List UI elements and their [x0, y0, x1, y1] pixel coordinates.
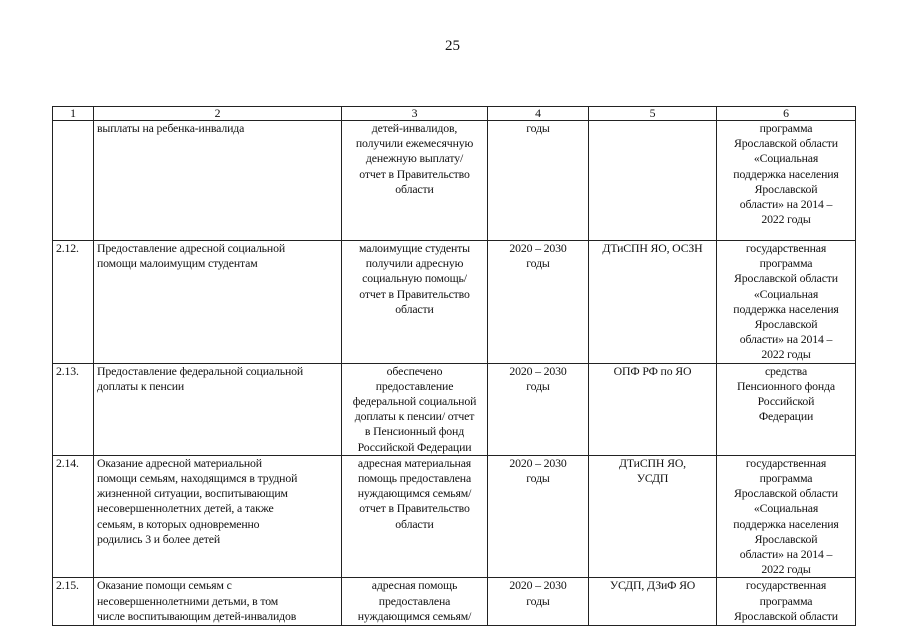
table-row	[53, 241, 856, 364]
header-cell-2: 2	[94, 107, 342, 121]
table-row	[53, 121, 856, 241]
table-row	[53, 455, 856, 578]
expected-result: детей-инвалидов, получили ежемесячную денежную выплату/ отчет в Правительство области	[355, 121, 474, 196]
measure-name: Оказание адресной материальной помощи семьям, находящимся в трудной жизненной ситуации, воспитывающим несовершеннолетних детей, а также семьям, в которых одновременно родились 3 и более детей	[97, 455, 298, 546]
table-row	[53, 363, 856, 455]
row-number: 2.12.	[56, 241, 79, 255]
funding-source: государственная программа Ярославской области «Социальная поддержка населения Ярославской области» на 2014 – 2022 годы	[733, 241, 839, 362]
measure-name: Предоставление адресной социальной помощи малоимущим студентам	[97, 241, 285, 271]
header-cell-1: 1	[53, 107, 94, 121]
row-number: 2.14.	[56, 455, 79, 470]
expected-result: обеспечено предоставление федеральной социальной доплаты к пенсии/ отчет в Пенсионный фонд Российской Федерации	[352, 363, 477, 454]
measure-name: выплаты на ребенка-инвалида	[97, 121, 245, 135]
header-cell-5: 5	[589, 107, 717, 121]
table-header-row	[53, 107, 856, 121]
page-number: 25	[445, 38, 460, 54]
executor: ОПФ РФ по ЯО	[613, 363, 692, 378]
expected-result: адресная материальная помощь предоставлена нуждающимся семьям/ отчет в Правительство области	[357, 455, 472, 531]
period: 2020 – 2030 годы	[509, 241, 567, 271]
period: годы	[526, 121, 550, 135]
period: 2020 – 2030 годы	[509, 455, 567, 486]
header-cell-6: 6	[717, 107, 856, 121]
expected-result: малоимущие студенты получили адресную социальную помощь/ отчет в Правительство области	[359, 241, 470, 316]
executor: ДТиСПН ЯО, ОСЗН	[602, 241, 703, 255]
executor: ДТиСПН ЯО, УСДП	[619, 455, 686, 486]
expected-result: адресная помощь предоставлена нуждающимся семьям/	[357, 578, 472, 623]
funding-source: государственная программа Ярославской области «Социальная поддержка населения Ярославской области» на 2014 – 2022 годы	[733, 455, 839, 577]
period: 2020 – 2030 годы	[509, 578, 567, 608]
funding-source: средства Пенсионного фонда Российской Федерации	[737, 363, 835, 424]
table-row	[53, 578, 856, 626]
row-number: 2.13.	[56, 363, 79, 378]
period: 2020 – 2030 годы	[509, 363, 567, 393]
measure-name: Предоставление федеральной социальной доплаты к пенсии	[97, 363, 304, 393]
executor: УСДП, ДЗиФ ЯО	[609, 578, 696, 593]
funding-source: государственная программа Ярославской области	[734, 578, 838, 623]
measures-table	[52, 106, 856, 626]
funding-source: программа Ярославской области «Социальная поддержка населения Ярославской области» на 2014 – 2022 годы	[733, 121, 839, 227]
header-cell-4: 4	[488, 107, 589, 121]
row-number: 2.15.	[56, 578, 79, 593]
measure-name: Оказание помощи семьям с несовершеннолетними детьми, в том числе воспитывающим детей-инвалидов	[97, 578, 297, 623]
header-cell-3: 3	[342, 107, 488, 121]
